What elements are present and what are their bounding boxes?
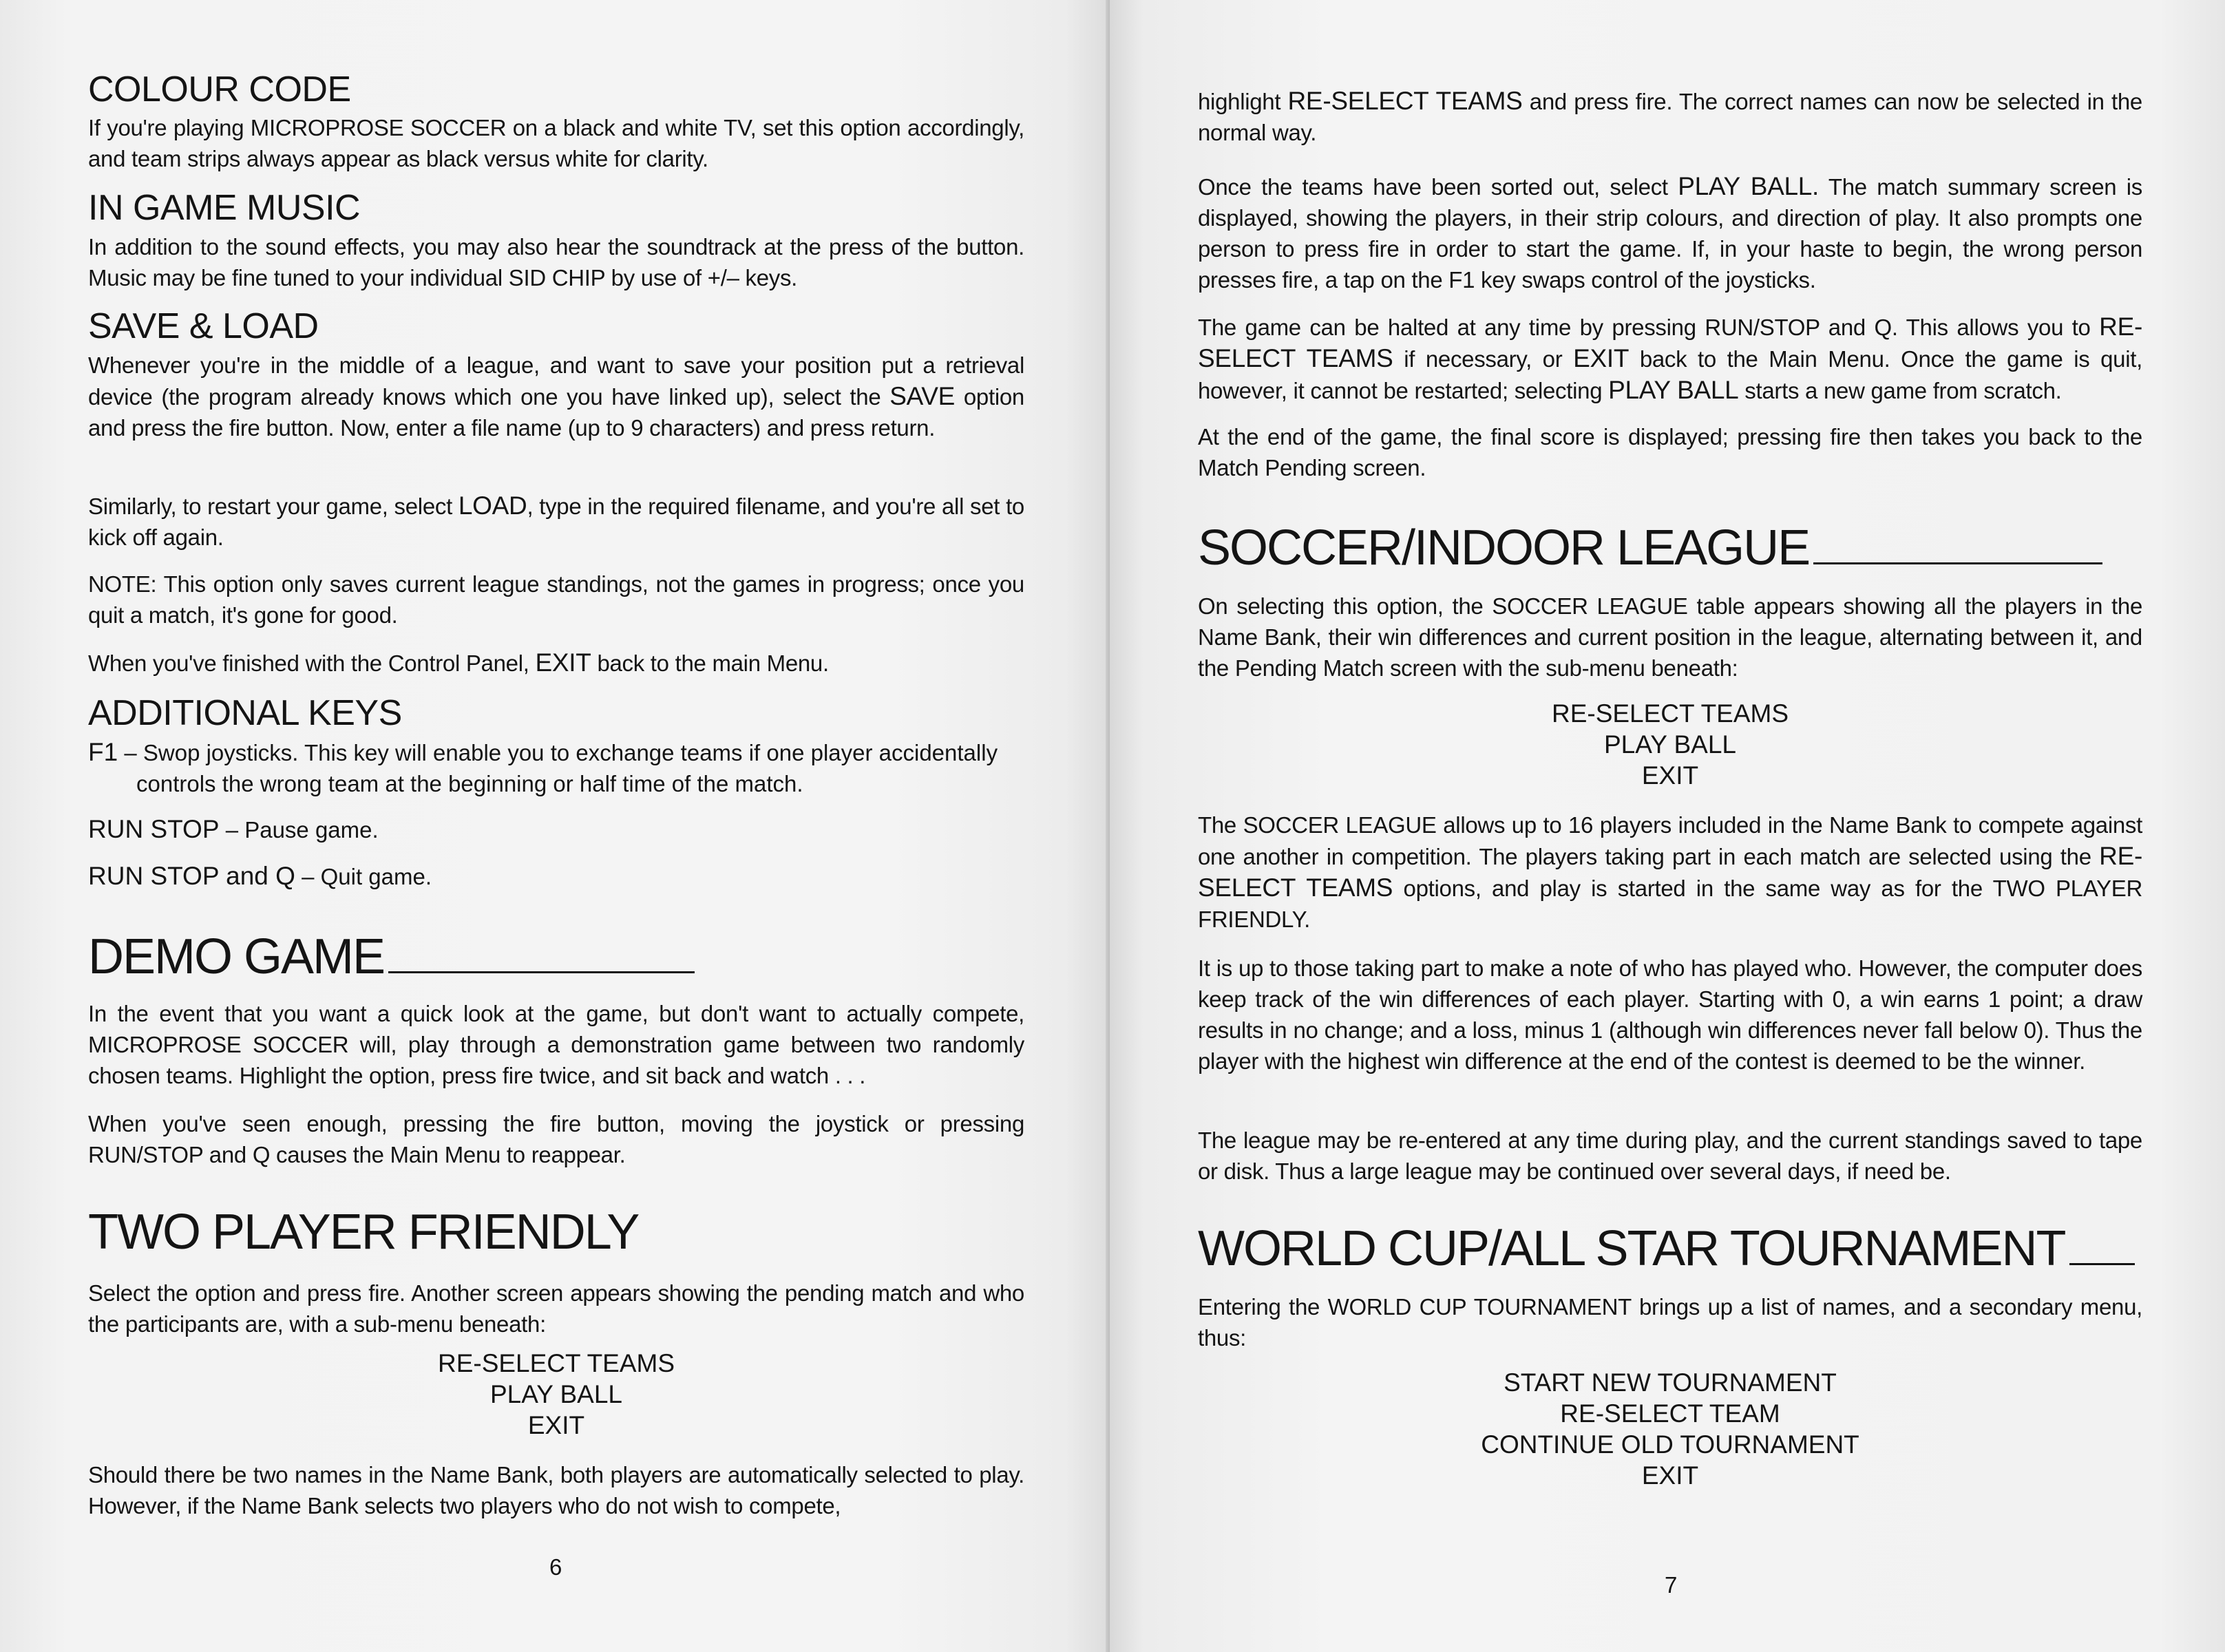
- demo-game-heading: DEMO GAME: [88, 929, 695, 984]
- run-stop-q-key-line: RUN STOP and Q – Quit game.: [88, 862, 432, 890]
- additional-keys-heading: ADDITIONAL KEYS: [88, 693, 402, 733]
- submenu-item: RE-SELECT TEAM: [1560, 1399, 1780, 1428]
- soccer-league-heading: SOCCER/INDOOR LEAGUE: [1198, 520, 2102, 575]
- cont-text-1: highlight RE-SELECT TEAMS and press fire. The correct names can now be selected in the normal way.: [1198, 87, 2142, 145]
- soccer-league-submenu: [1198, 698, 2142, 791]
- save-load-text-3: When you've finished with the Control Panel, EXIT back to the main Menu.: [88, 648, 829, 677]
- world-cup-text-1: Entering the WORLD CUP TOURNAMENT brings up a list of names, and a secondary menu, thus:: [1198, 1294, 2142, 1351]
- two-player-friendly-heading: TWO PLAYER FRIENDLY: [88, 1205, 639, 1260]
- cont-text-2: Once the teams have been sorted out, select PLAY BALL. The match summary screen is displayed, showing the players, in their strip colours, and direction of play. It also prompts one person to press fire in order to start the game. If, in your haste to begin, the wrong person presses fire, a tap on the F1 key swaps control of the joysticks.: [1198, 172, 2142, 293]
- in-game-music-text: In addition to the sound effects, you may also hear the soundtrack at the press of the button. Music may be fine tuned to your individual SID CHIP by use of +/– keys.: [88, 234, 1024, 290]
- world-cup-heading: WORLD CUP/ALL STAR TOURNAMENT: [1198, 1221, 2135, 1276]
- two-player-text-1: Select the option and press fire. Another screen appears showing the pending match and who the participants are, with a sub-menu beneath:: [88, 1280, 1024, 1337]
- save-load-text-1: Whenever you're in the middle of a league, and want to save your position put a retrieval device (the program already knows which one you have linked up), select the SAVE option and press the fire button. Now, enter a file name (up to 9 characters) and press return.: [88, 352, 1024, 441]
- two-player-submenu: [88, 1348, 1024, 1441]
- soccer-league-text-3: It is up to those taking part to make a note of who has played who. However, the computer does keep track of the win differences of each player. Starting with 0, a win earns 1 point; a draw results in no change; and a loss, minus 1 (although win differences never fall below 0). Thus the player with the highest win difference at the end of the contest is deemed to be the winner.: [1198, 955, 2142, 1074]
- save-load-heading: SAVE & LOAD: [88, 306, 319, 346]
- soccer-league-text-4: The league may be re-entered at any time during play, and the current standings saved to tape or disk. Thus a large league may be continued over several days, if need be.: [1198, 1127, 2142, 1184]
- in-game-music-heading: IN GAME MUSIC: [88, 188, 361, 228]
- cont-text-3: The game can be halted at any time by pressing RUN/STOP and Q. This allows you to RE-SELECT TEAMS if necessary, or EXIT back to the Main Menu. Once the game is quit, however, it cannot be restarted; selecting PLAY BALL starts a new game from scratch.: [1198, 313, 2143, 404]
- colour-code-text: If you're playing MICROPROSE SOCCER on a black and white TV, set this option accordingly, and team strips always appear as black versus white for clarity.: [88, 115, 1024, 171]
- cont-text-4: At the end of the game, the final score is displayed; pressing fire then takes you back to the Match Pending screen.: [1198, 424, 2142, 480]
- page-number-right: 7: [1665, 1572, 1678, 1598]
- submenu-item: RE-SELECT TEAMS: [1551, 699, 1789, 728]
- submenu-item: EXIT: [1641, 1461, 1699, 1490]
- submenu-item: EXIT: [527, 1411, 585, 1439]
- run-stop-key-line: RUN STOP – Pause game.: [88, 815, 379, 843]
- colour-code-heading: COLOUR CODE: [88, 70, 351, 109]
- demo-game-text-2: When you've seen enough, pressing the fire button, moving the joystick or pressing RUN/STOP and Q causes the Main Menu to reappear.: [88, 1111, 1024, 1167]
- submenu-item: START NEW TOURNAMENT: [1504, 1368, 1837, 1397]
- submenu-item: EXIT: [1641, 761, 1699, 790]
- f1-key-line: F1 – Swop joysticks. This key will enable you to exchange teams if one player accidentally controls the wrong team at the beginning or half time of the match.: [88, 738, 998, 796]
- save-load-text-2: Similarly, to restart your game, select LOAD, type in the required filename, and you're all set to kick off again.: [88, 491, 1024, 550]
- soccer-league-text-2: The SOCCER LEAGUE allows up to 16 players included in the Name Bank to compete against one another in competition. The players taking part in each match are selected using the RE-SELECT TEAMS options, and play is started in the same way as for the TWO PLAYER FRIENDLY.: [1198, 812, 2142, 932]
- world-cup-submenu: [1198, 1367, 2142, 1491]
- right-page: [1110, 0, 2225, 1652]
- page-number-left: 6: [549, 1554, 562, 1580]
- submenu-item: RE-SELECT TEAMS: [437, 1349, 675, 1377]
- submenu-item: PLAY BALL: [490, 1380, 622, 1408]
- submenu-item: PLAY BALL: [1604, 730, 1736, 759]
- save-load-note: NOTE: This option only saves current league standings, not the games in progress; once you quit a match, it's gone for good.: [88, 571, 1024, 628]
- submenu-item: CONTINUE OLD TOURNAMENT: [1481, 1430, 1859, 1459]
- two-player-text-2: Should there be two names in the Name Bank, both players are automatically selected to play. However, if the Name Bank selects two players who do not wish to compete,: [88, 1462, 1024, 1518]
- demo-game-text-1: In the event that you want a quick look at the game, but don't want to actually compete, MICROPROSE SOCCER will, play through a demonstration game between two randomly chosen teams. Highlight the option, press fire twice, and sit back and watch . . .: [88, 1001, 1024, 1088]
- soccer-league-text-1: On selecting this option, the SOCCER LEAGUE table appears showing all the players in the Name Bank, their win differences and current position in the league, alternating between it, and the Pending Match screen with the sub-menu beneath:: [1198, 593, 2142, 681]
- left-page: [0, 0, 1110, 1652]
